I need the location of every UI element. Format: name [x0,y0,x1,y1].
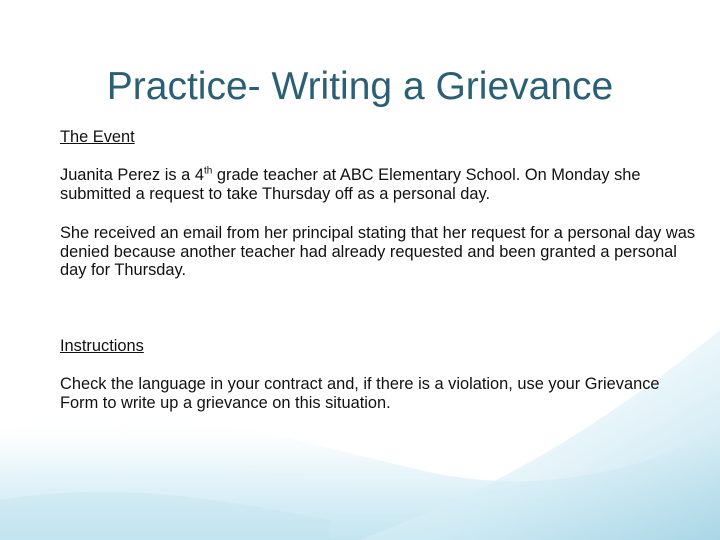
event-heading: The Event [60,128,135,146]
event-paragraph-1-start: Juanita Perez is a 4 [60,166,204,184]
event-paragraph-1 [60,166,700,203]
instructions-heading: Instructions [60,337,144,355]
event-paragraph-2: She received an email from her principal stating that her request for a personal day was denied because another teacher had already requested and been granted a personal day for Thursday. [60,224,696,279]
slide-title: Practice- Writing a Grievance [106,65,614,108]
event-paragraph-1-end: grade teacher at ABC Elementary School. On Monday she submitted a request to take Thursday off as a personal day. [60,166,641,203]
instructions-paragraph: Check the language in your contract and, if there is a violation, use your Grievance Form to write up a grievance on this situation. [60,375,660,412]
ordinal-suffix: th [203,165,213,177]
